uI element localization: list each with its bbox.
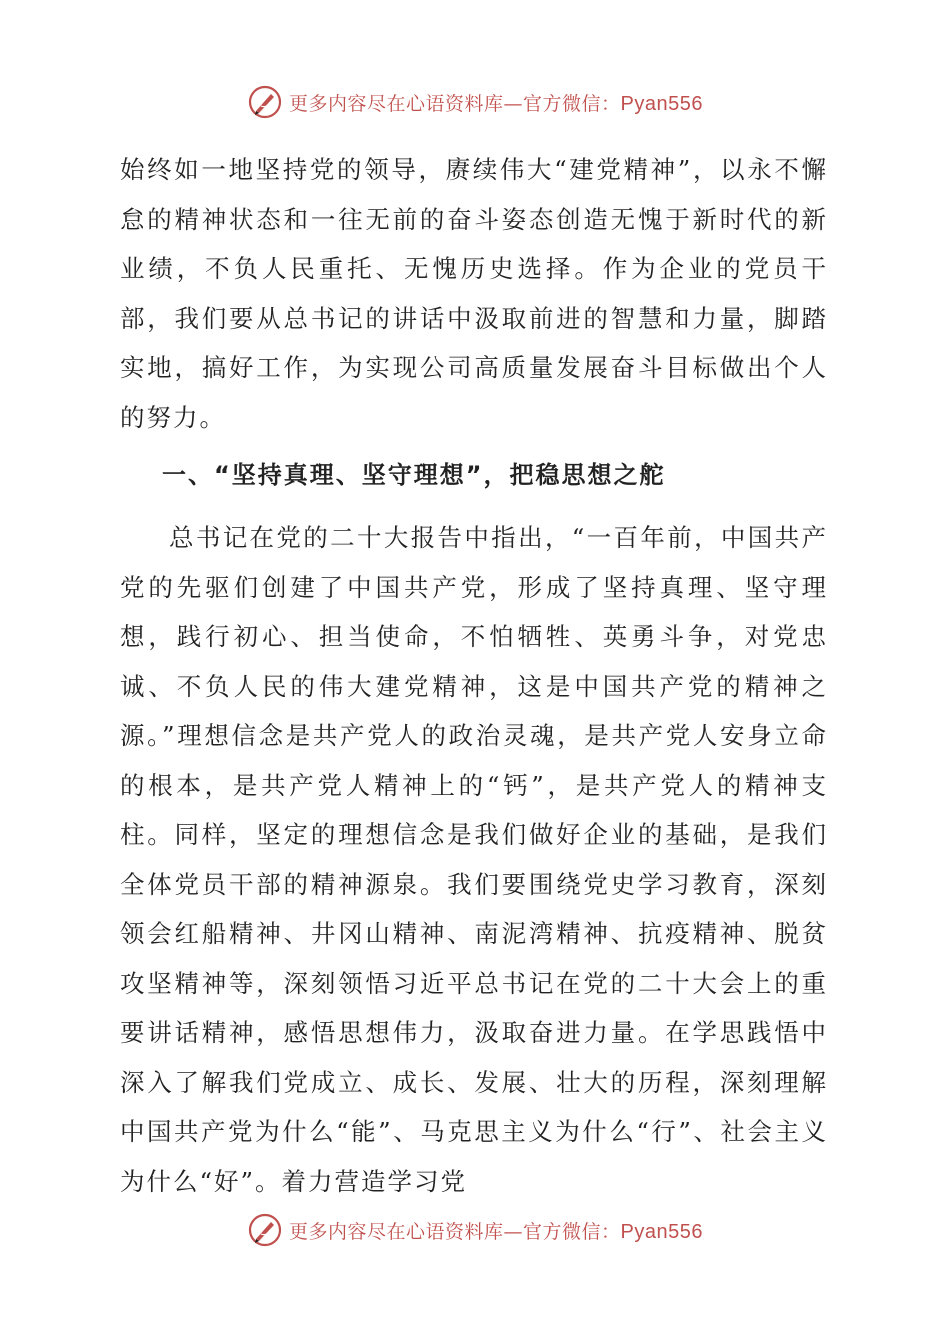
watermark-text: 更多内容尽在心语资料库—官方微信：Pyan556 <box>289 1220 703 1243</box>
paragraph-2: 总书记在党的二十大报告中指出，“一百年前，中国共产党的先驱们创建了中国共产党，形成了坚持真理、坚守理想，践行初心、担当使命，不怕牺牲、英勇斗争，对党忠诚、不负人民的伟大建党精神，这是中国共产党的精神之源。”理想信念是共产党人的政治灵魂，是共产党人安身立命的根本，是共产党人精神上的“钙”，是共产党人的精神支柱。同样，坚定的理想信念是我们做好企业的基础，是我们全体党员干部的精神源泉。我们要围绕党史学习教育，深刻领会红船精神、井冈山精神、南泥湾精神、抗疫精神、脱贫攻坚精神等，深刻领悟习近平总书记在党的二十大会上的重要讲话精神，感悟思想伟力，汲取奋进力量。在学思践悟中深入了解我们党成立、成长、发展、壮大的历程，深刻理解中国共产党为什么“能”、马克思主义为什么“行”、社会主义为什么“好”。着力营造学习党 <box>120 523 828 1196</box>
watermark-text: 更多内容尽在心语资料库—官方微信：Pyan556 <box>289 92 703 115</box>
header-watermark <box>0 82 950 122</box>
section-heading-1: 一、“坚持真理、坚守理想”，把稳思想之舵 <box>162 461 666 489</box>
pen-logo-icon <box>247 1212 283 1248</box>
paragraph-1: 始终如一地坚持党的领导，赓续伟大“建党精神”，以永不懈怠的精神状态和一往无前的奋斗姿态创造无愧于新时代的新业绩，不负人民重托、无愧历史选择。作为企业的党员干部，我们要从总书记的讲话中汲取前进的智慧和力量，脚踏实地，搞好工作，为实现公司高质量发展奋斗目标做出个人的努力。 <box>120 155 828 432</box>
footer-watermark <box>0 1210 950 1250</box>
pen-logo-icon <box>247 84 283 120</box>
document-body <box>120 145 828 1206</box>
